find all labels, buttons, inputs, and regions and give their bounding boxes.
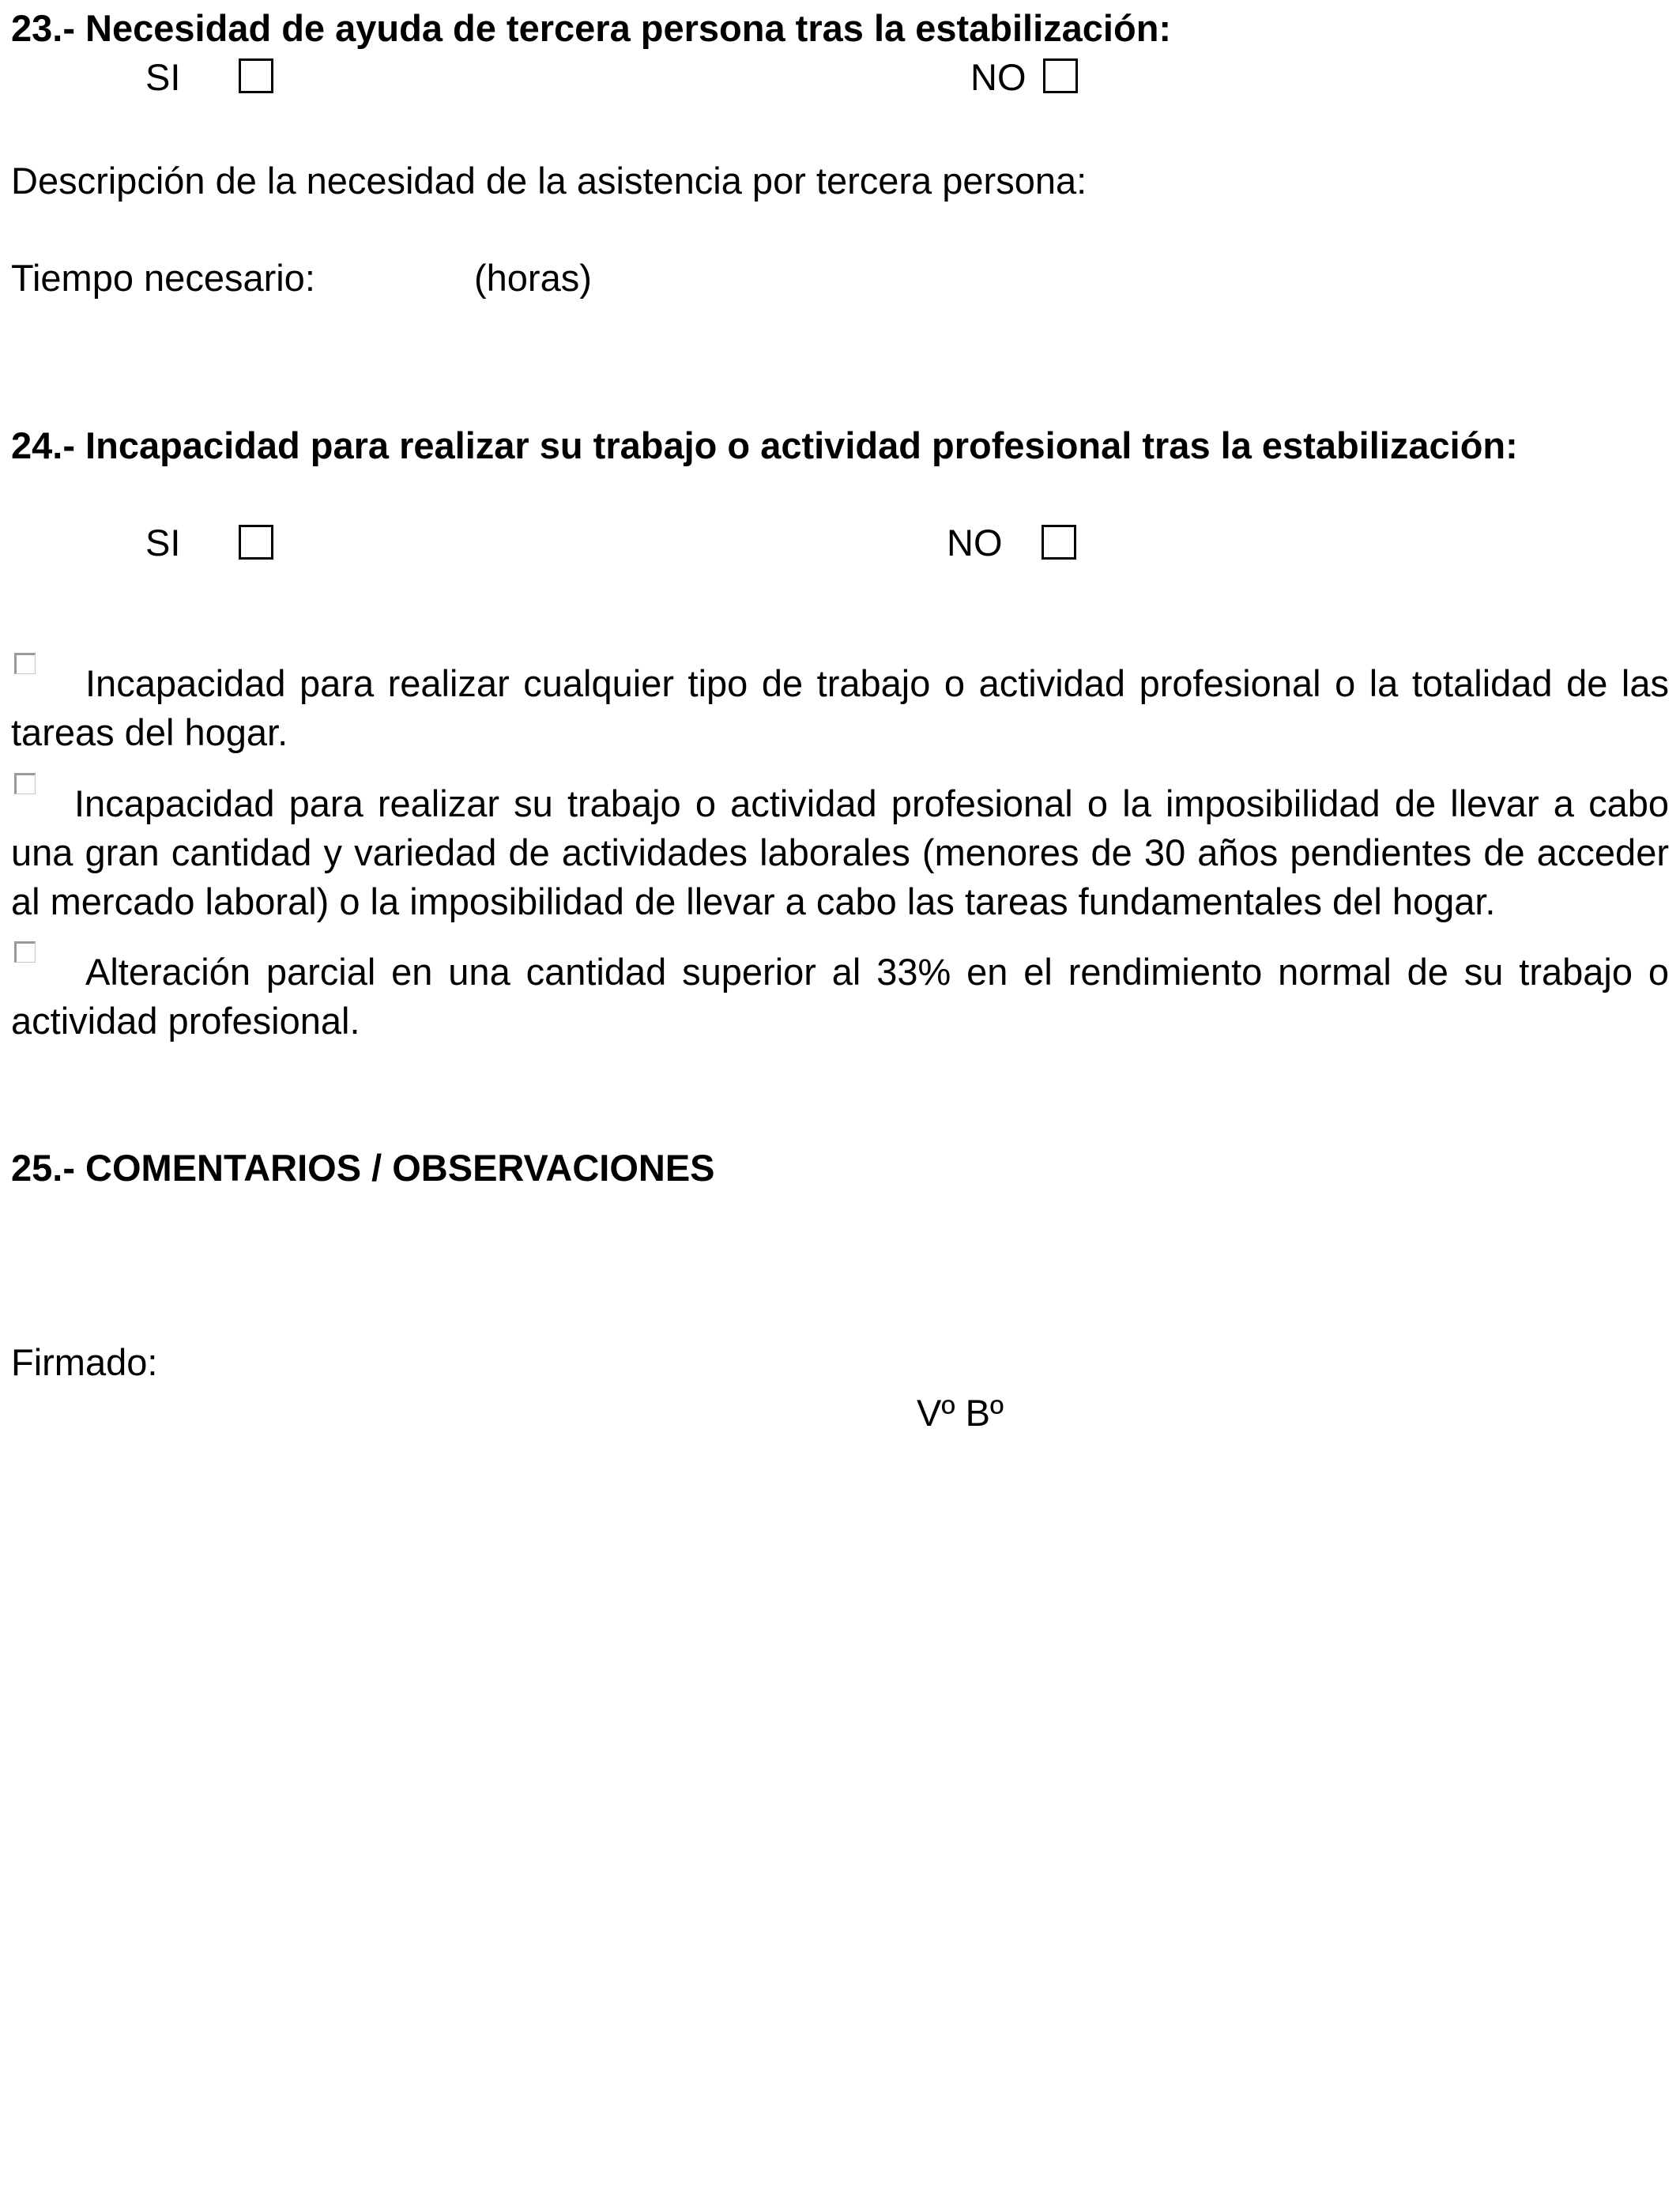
- q24-option-2-text: Incapacidad para realizar su trabajo o actividad profesional o la imposibilidad de llevar a cabo una gran cantidad y variedad de actividades laborales (menores de 30 años pendientes de acceder al mercado laboral) o la imposibilidad de llevar a cabo las tareas fundamentales del hogar.: [11, 782, 1669, 922]
- q24-no-checkbox[interactable]: [1042, 525, 1076, 560]
- approval-label: Vº Bº: [917, 1392, 1004, 1434]
- q23-heading: 23.- Necesidad de ayuda de tercera persona tras la estabilización:: [11, 7, 1172, 49]
- q24-option-3-text: Alteración parcial en una cantidad superior al 33% en el rendimiento normal de su trabajo o actividad profesional.: [11, 951, 1669, 1042]
- q24-yes-checkbox[interactable]: [239, 525, 273, 560]
- q23-no-checkbox[interactable]: [1043, 58, 1078, 93]
- q23-no-label: NO: [970, 56, 1026, 98]
- q23-description-label: Descripción de la necesidad de la asistencia por tercera persona:: [11, 160, 1087, 202]
- q23-time-unit: (horas): [474, 257, 592, 299]
- q23-yes-label: SI: [145, 56, 181, 98]
- q23-yes-checkbox[interactable]: [239, 58, 273, 93]
- q24-heading: 24.- Incapacidad para realizar su trabajo o actividad profesional tras la estabilización:: [11, 424, 1518, 466]
- q24-no-label: NO: [947, 522, 1003, 564]
- q24-option-1-text: Incapacidad para realizar cualquier tipo de trabajo o actividad profesional o la totalidad de las tareas del hogar.: [11, 662, 1669, 753]
- q24-yes-label: SI: [145, 522, 181, 564]
- q25-heading: 25.- COMENTARIOS / OBSERVACIONES: [11, 1147, 715, 1189]
- signed-label: Firmado:: [11, 1341, 158, 1383]
- q23-time-label: Tiempo necesario:: [11, 257, 315, 299]
